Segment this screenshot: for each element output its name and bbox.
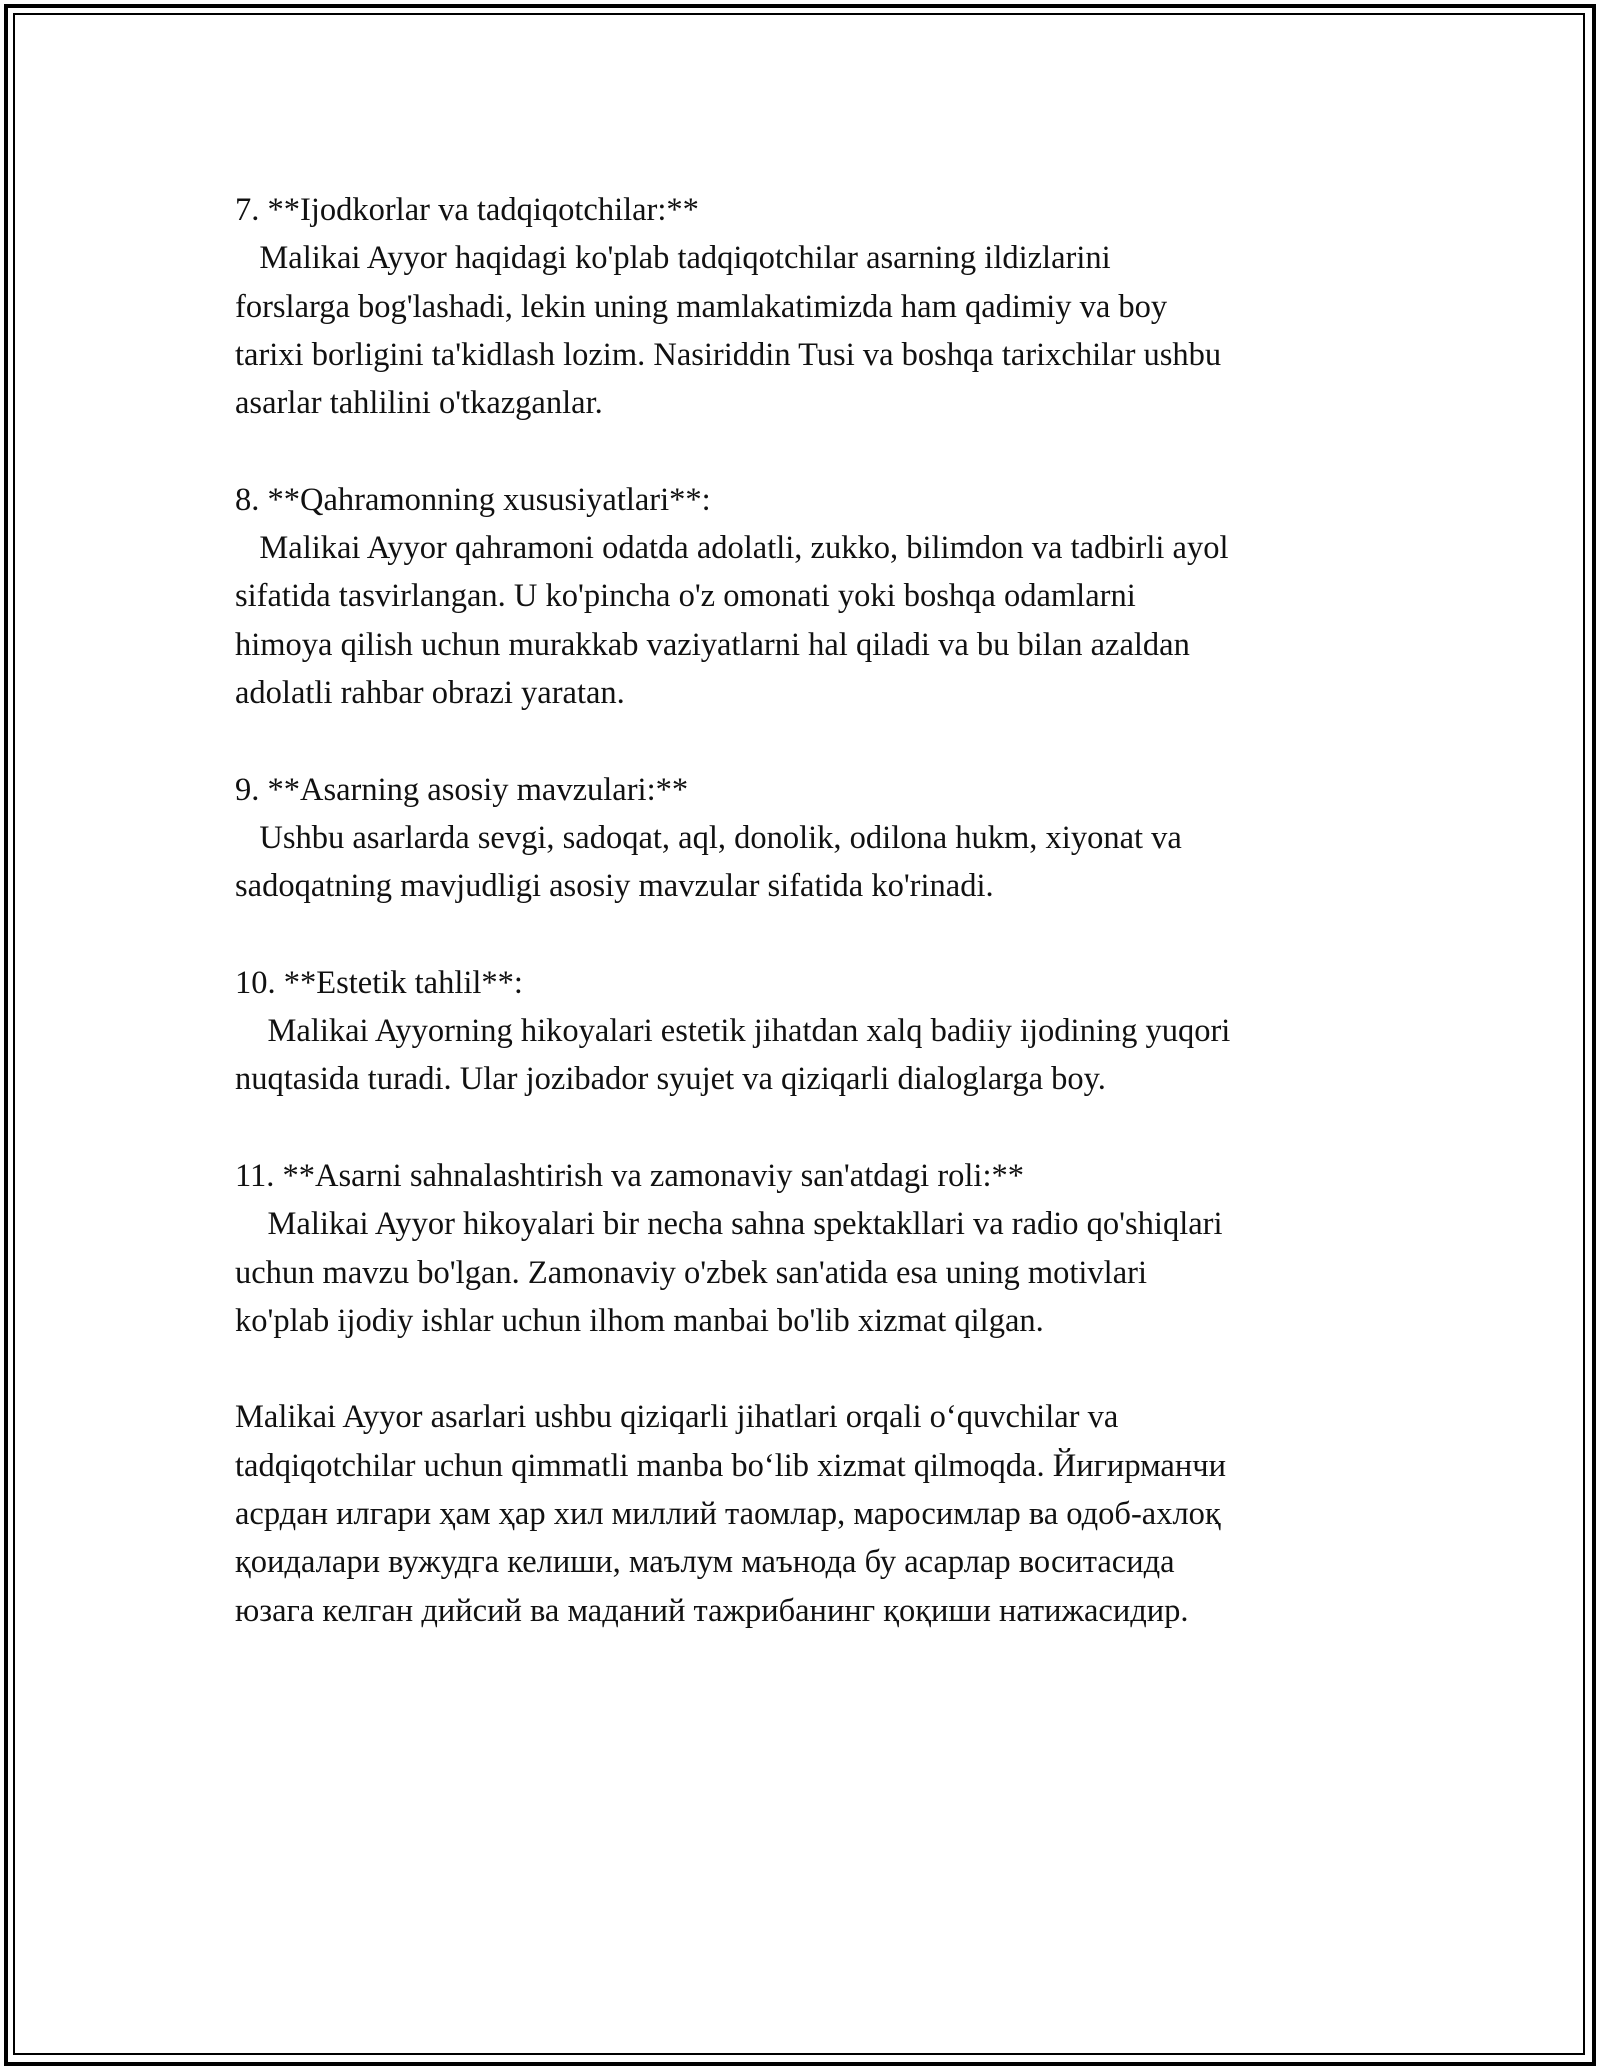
text-line: Malikai Ayyor qahramoni odatda adolatli, zukko, bilimdon va tadbirli ayol bbox=[235, 530, 1229, 567]
closing-paragraph bbox=[235, 1393, 1415, 1634]
section-heading: 11. **Asarni sahnalashtirish va zamonaviy san'atdagi roli:** bbox=[235, 1157, 1024, 1194]
text-line: юзага келган дийсий ва маданий тажрибанинг қоқиши натижасидир. bbox=[235, 1592, 1189, 1629]
section-10 bbox=[235, 959, 1415, 1104]
text-line: Ushbu asarlarda sevgi, sadoqat, aql, donolik, odilona hukm, xiyonat va bbox=[235, 819, 1182, 856]
text-line: adolatli rahbar obrazi yaratan. bbox=[235, 674, 625, 711]
section-heading: 10. **Estetik tahlil**: bbox=[235, 964, 523, 1001]
text-line: Malikai Ayyor asarlari ushbu qiziqarli jihatlari orqali o‘quvchilar va bbox=[235, 1399, 1119, 1436]
section-7 bbox=[235, 186, 1415, 427]
text-line: nuqtasida turadi. Ular jozibador syujet va qiziqarli dialoglarga boy. bbox=[235, 1061, 1106, 1098]
text-line: қоидалари вужудга келиши, маълум маънода бу асарлар воситасида bbox=[235, 1544, 1175, 1581]
text-line: Malikai Ayyor hikoyalari bir necha sahna spektakllari va radio qo'shiqlari bbox=[235, 1206, 1223, 1243]
section-11 bbox=[235, 1152, 1415, 1345]
text-line: sadoqatning mavjudligi asosiy mavzular sifatida ko'rinadi. bbox=[235, 868, 994, 905]
section-8 bbox=[235, 476, 1415, 717]
text-line: Malikai Ayyor haqidagi ko'plab tadqiqotchilar asarning ildizlarini bbox=[235, 240, 1111, 277]
text-line: himoya qilish uchun murakkab vaziyatlarni hal qiladi va bu bilan azaldan bbox=[235, 626, 1190, 663]
text-line: ko'plab ijodiy ishlar uchun ilhom manbai bo'lib xizmat qilgan. bbox=[235, 1302, 1044, 1339]
document-body bbox=[235, 186, 1415, 1635]
text-line: uchun mavzu bo'lgan. Zamonaviy o'zbek san'atida esa uning motivlari bbox=[235, 1254, 1147, 1291]
section-heading: 9. **Asarning asosiy mavzulari:** bbox=[235, 771, 689, 808]
text-line: tadqiqotchilar uchun qimmatli manba bo‘lib xizmat qilmoqda. Йигирманчи bbox=[235, 1447, 1226, 1484]
paragraph-gap bbox=[235, 1104, 1415, 1152]
text-line: sifatida tasvirlangan. U ko'pincha o'z omonati yoki boshqa odamlarni bbox=[235, 578, 1136, 615]
section-9 bbox=[235, 766, 1415, 911]
paragraph-gap bbox=[235, 427, 1415, 475]
text-line: asarlar tahlilini o'tkazganlar. bbox=[235, 385, 603, 422]
section-heading: 8. **Qahramonning xususiyatlari**: bbox=[235, 481, 711, 518]
text-line: tarixi borligini ta'kidlash lozim. Nasiriddin Tusi va boshqa tarixchilar ushbu bbox=[235, 336, 1222, 373]
text-line: асрдан илгари ҳам ҳар хил миллий таомлар, маросимлар ва одоб-ахлоқ bbox=[235, 1496, 1221, 1533]
section-heading: 7. **Ijodkorlar va tadqiqotchilar:** bbox=[235, 192, 699, 228]
text-line: forslarga bog'lashadi, lekin uning mamlakatimizda ham qadimiy va boy bbox=[235, 288, 1168, 325]
text-line: Malikai Ayyorning hikoyalari estetik jihatdan xalq badiiy ijodining yuqori bbox=[235, 1013, 1231, 1050]
paragraph-gap bbox=[235, 717, 1415, 765]
paragraph-gap bbox=[235, 910, 1415, 958]
paragraph-gap bbox=[235, 1345, 1415, 1393]
